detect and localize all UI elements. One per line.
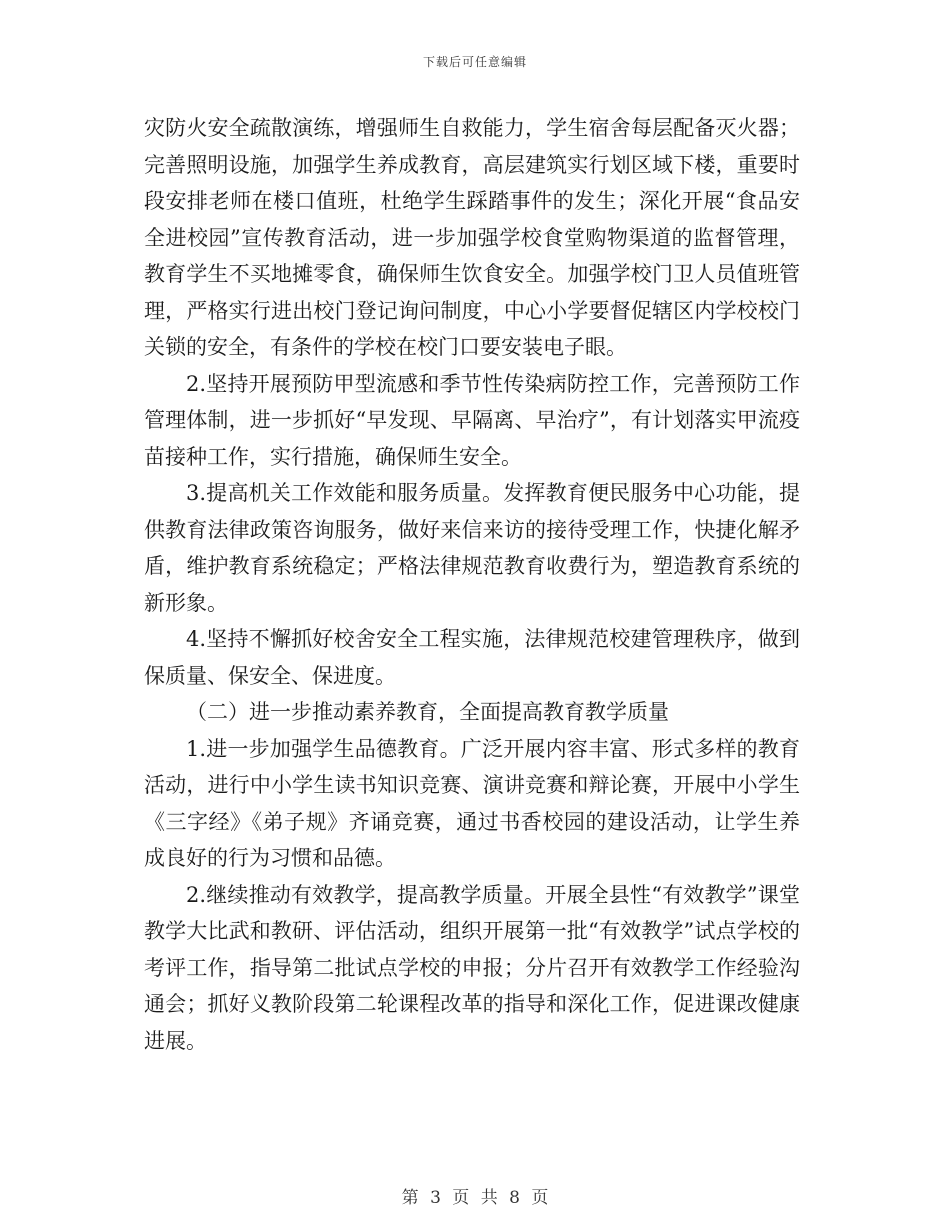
paragraph-section2-item-2: 2.继续推动有效教学，提高教学质量。开展全县性“有效教学”课堂教学大比武和教研、评估活动，组织开展第一批“有效教学”试点学校的考评工作，指导第二批试点学校的申报；分片召开有效教学工作经验沟通会；抓好义教阶段第二轮课程改革的指导和深化工作，促进课改健康进展。 <box>144 882 800 1053</box>
page-footer: 第 3 页 共 8 页 <box>401 1188 549 1208</box>
paragraph-section2-item-1: 1.进一步加强学生品德教育。广泛开展内容丰富、形式多样的教育活动，进行中小学生读书知识竞赛、演讲竞赛和辩论赛，开展中小学生《三字经》《弟子规》齐诵竞赛，通过书香校园的建设活动，让学生养成良好的行为习惯和品德。 <box>144 736 800 870</box>
section-heading: （二）进一步推动素养教育，全面提高教育教学质量 <box>186 700 669 724</box>
paragraph-item-4: 4.坚持不懈抓好校舍安全工程实施，法律规范校建管理秩序，做到保质量、保安全、保进度。 <box>144 627 800 688</box>
paragraph-item-3: 3.提高机关工作效能和服务质量。发挥教育便民服务中心功能，提供教育法律政策咨询服务，做好来信来访的接待受理工作，快捷化解矛盾，维护教育系统稳定；严格法律规范教育收费行为，塑造教育系统的新形象。 <box>144 481 800 615</box>
paragraph-continuation: 灾防火安全疏散演练，增强师生自救能力，学生宿舍每层配备灭火器；完善照明设施，加强学生养成教育，高层建筑实行划区域下楼，重要时段安排老师在楼口值班，杜绝学生踩踏事件的发生；深化开展“食品安全进校园”宣传教育活动，进一步加强学校食堂购物渠道的监督管理，教育学生不买地摊零食，确保师生饮食安全。加强学校门卫人员值班管理，严格实行进出校门登记询问制度，中心小学要督促辖区内学校校门关锁的安全，有条件的学校在校门口要安装电子眼。 <box>144 116 800 359</box>
document-body <box>144 110 800 1059</box>
page-header: 下载后可任意编辑 <box>422 55 527 69</box>
paragraph-item-2: 2.坚持开展预防甲型流感和季节性传染病防控工作，完善预防工作管理体制，进一步抓好“早发现、早隔离、早治疗”，有计划落实甲流疫苗接种工作，实行措施，确保师生安全。 <box>144 371 800 469</box>
